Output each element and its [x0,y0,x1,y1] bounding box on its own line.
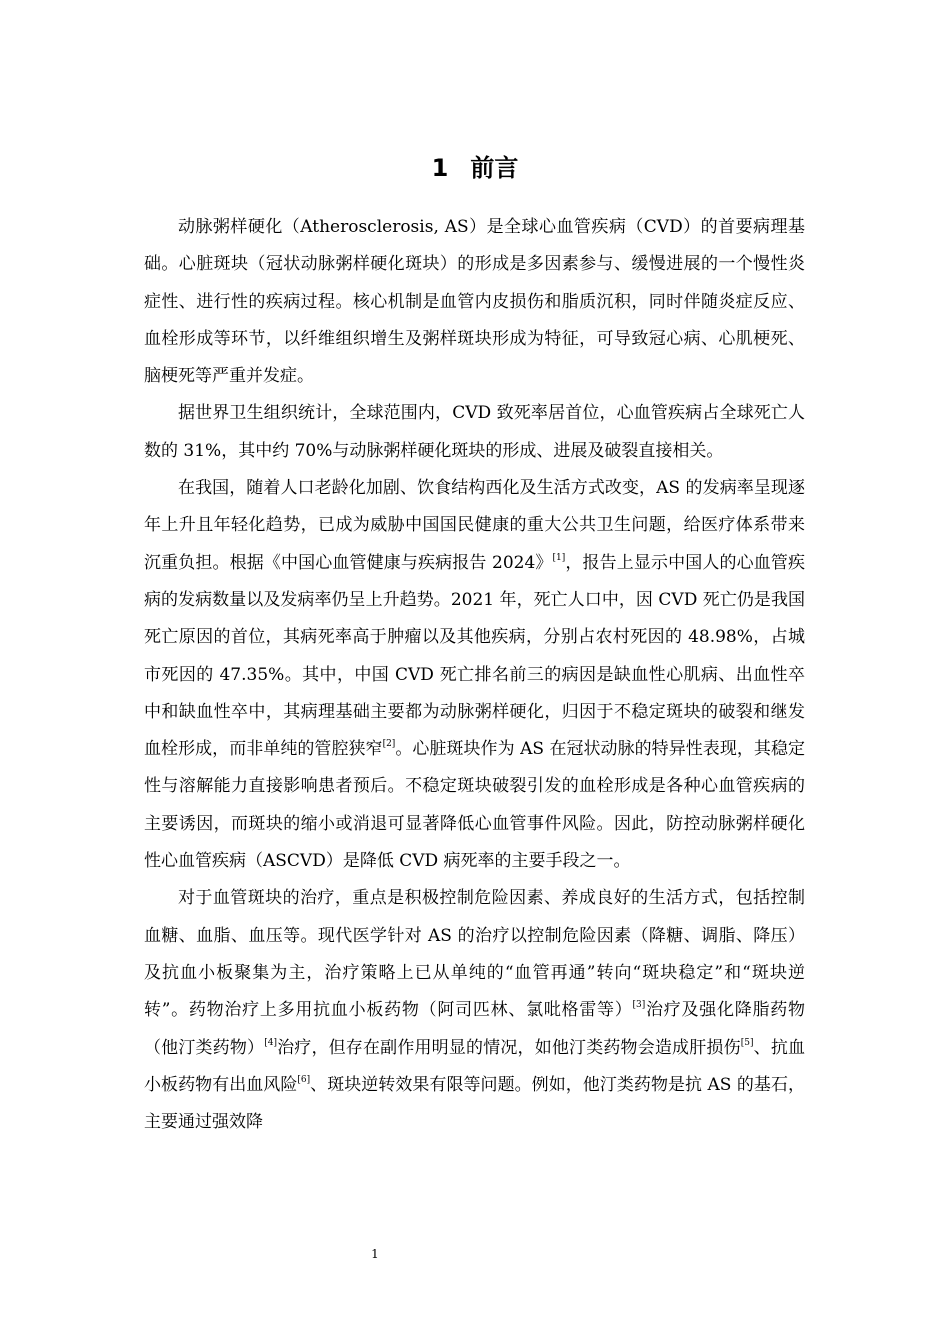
citation-ref: [5] [740,1037,754,1048]
section-heading [0,146,950,190]
body-text [144,209,805,1141]
paragraph-text: 在我国，随着人口老龄化加剧、饮食结构西化及生活方式改变，AS 的发病率呈现逐年上升且年轻化趋势，已成为威胁中国国民健康的重大公共卫生问题，给医疗体系带来沉重负担。根据《中国心血管健康与疾病报告 2024》 [144,478,805,573]
paragraph-text: 对于血管斑块的治疗，重点是积极控制危险因素、养成良好的生活方式，包括控制血糖、血脂、血压等。现代医学针对 AS 的治疗以控制危险因素（降糖、调脂、降压）及抗血小板聚集为主，治疗策略上已从单纯的“血管再通”转向“斑块稳定”和“斑块逆转”。药物治疗上多用抗血小板药物（阿司匹林、氯吡格雷等） [144,888,805,1021]
section-title: 前言 [470,154,519,182]
citation-ref: [4] [264,1037,277,1048]
paragraph [144,470,805,880]
paragraph-text: 据世界卫生组织统计，全球范围内，CVD 致死率居首位，心血管疾病占全球死亡人数的 31%，其中约 70%与动脉粥样硬化斑块的形成、进展及破裂直接相关。 [144,403,805,461]
page-number: 1 [371,1247,379,1261]
citation-ref: [1] [552,552,566,563]
paragraph [144,209,805,395]
paragraph-text: 、斑块逆转效果有限等问题。例如，他汀类药物是抗 AS 的基石，主要通过强效降 [144,1074,805,1133]
citation-ref: [2] [382,739,396,750]
section-number: 1 [431,154,449,182]
citation-ref: [3] [632,1000,646,1011]
paragraph [144,395,805,470]
paragraph-text: 治疗，但存在副作用明显的情况，如他汀类药物会造成肝损伤 [276,1037,741,1058]
paragraph-text: 。心脏斑块作为 AS 在冠状动脉的特异性表现，其稳定性与溶解能力直接影响患者预后。不稳定斑块破裂引发的血栓形成是各种心血管疾病的主要诱因，而斑块的缩小或消退可显著降低心血管事件风险。因此，防控动脉粥样硬化性心血管疾病（ASCVD）是降低 CVD 病死率的主要手段之一。 [144,739,805,872]
paragraph-text: 、抗血小板药物有出血风险 [144,1037,806,1095]
citation-ref: [6] [297,1074,311,1085]
paragraph-text: ，报告上显示中国人的心血管疾病的发病数量以及发病率仍呈上升趋势。2021 年，死亡人口中，因 CVD 死亡仍是我国死亡原因的首位，其病死率高于肿瘤以及其他疾病，分别占农村死因的 48.98%，占城市死因的 47.35%。其中，中国 CVD 死亡排名前三的病因是缺血性心肌病、出血性卒中和缺血性卒中，其病理基础主要都为动脉粥样硬化，归因于不稳定斑块的破裂和继发血栓形成，而非单纯的管腔狭窄 [144,552,805,760]
paragraph-text: 动脉粥样硬化（Atherosclerosis, AS）是全球心血管疾病（CVD）的首要病理基础。心脏斑块（冠状动脉粥样硬化斑块）的形成是多因素参与、缓慢进展的一个慢性炎症性、进行性的疾病过程。核心机制是血管内皮损伤和脂质沉积，同时伴随炎症反应、血栓形成等环节，以纤维组织增生及粥样斑块形成为特征，可导致冠心病、心肌梗死、脑梗死等严重并发症。 [144,217,805,387]
paragraph [144,880,805,1141]
paragraph-text: 治疗及强化降脂药物（他汀类药物） [144,1000,805,1058]
